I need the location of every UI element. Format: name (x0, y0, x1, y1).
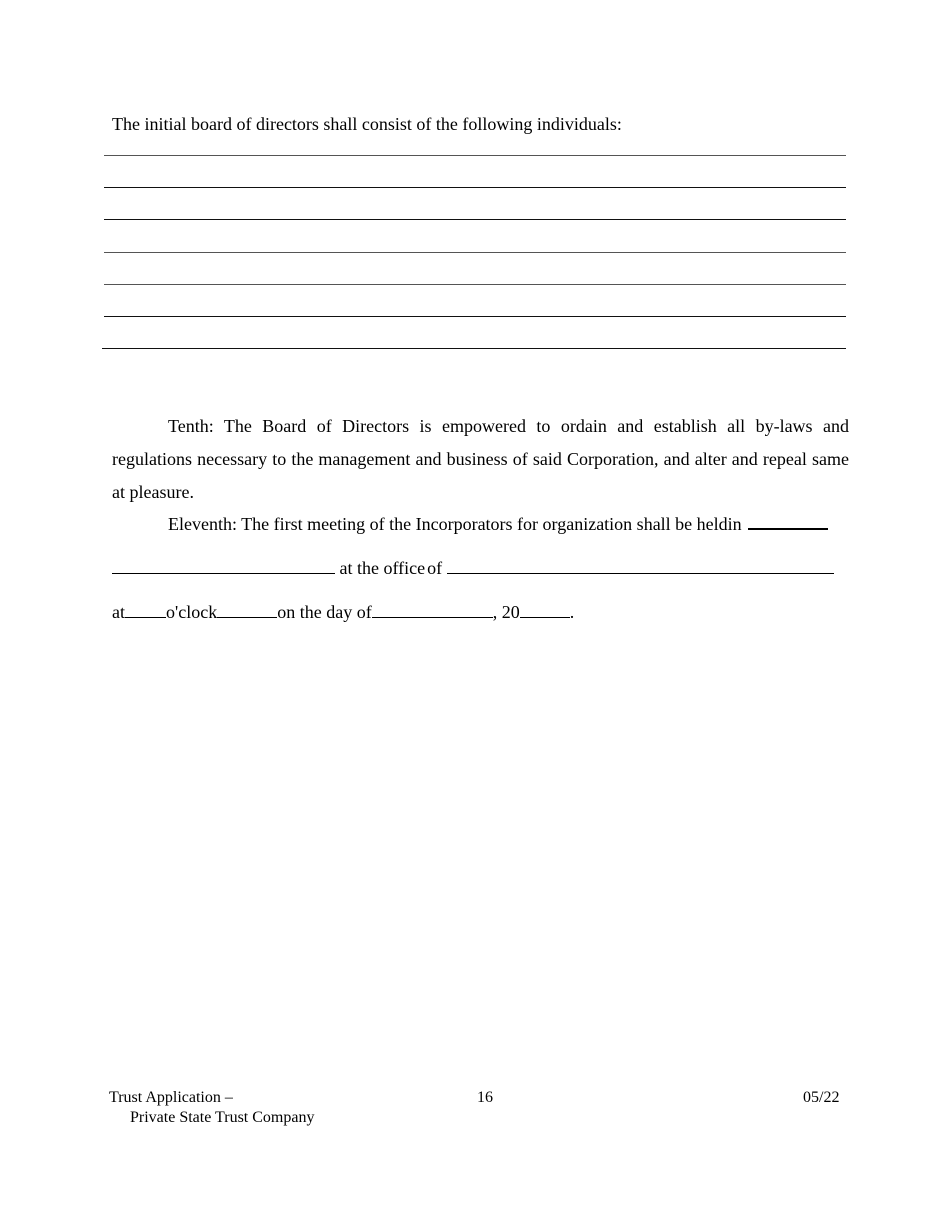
footer-title-line-2: Private State Trust Company (130, 1109, 315, 1126)
director-name-line-7[interactable] (102, 348, 846, 349)
eleventh-in-word: in (727, 514, 742, 534)
footer-title-line-1: Trust Application – (109, 1089, 233, 1106)
director-name-line-1[interactable] (104, 155, 846, 156)
day-of-label: day of (326, 602, 372, 622)
hour-blank[interactable] (125, 603, 166, 618)
footer-document-title (109, 1088, 314, 1128)
director-name-line-5[interactable] (104, 284, 846, 285)
oclock-label: o'clock (166, 602, 218, 622)
eleventh-article-text: Eleventh: The first meeting of the Incorporators for organization shall be held (168, 514, 728, 534)
board-intro-text: The initial board of directors shall consist of the following individuals: (112, 114, 622, 134)
director-name-line-4[interactable] (104, 252, 846, 253)
director-name-line-2[interactable] (104, 187, 846, 188)
director-name-line-3[interactable] (104, 219, 846, 220)
page-number: 16 (477, 1089, 493, 1106)
year-prefix: , 20 (492, 602, 520, 622)
footer-date: 05/22 (803, 1089, 840, 1106)
meeting-location-line (112, 557, 834, 579)
meeting-time-line (112, 601, 574, 623)
on-the-label: on the (277, 602, 322, 622)
year-blank[interactable] (520, 603, 570, 618)
am-pm-blank[interactable] (217, 603, 277, 618)
office-name-blank[interactable] (447, 559, 834, 574)
at-label: at (112, 602, 125, 622)
period: . (569, 602, 575, 622)
director-name-line-6[interactable] (104, 316, 846, 317)
tenth-article-paragraph: Tenth: The Board of Directors is empowered to ordain and establish all by-laws and regulations necessary to the management and business of said Corporation, and alter and repeal same at pleasure. (112, 416, 849, 502)
office-of-word: of (427, 558, 443, 578)
meeting-location-blank-1[interactable] (748, 514, 828, 530)
month-blank[interactable] (372, 603, 493, 618)
meeting-location-blank-2[interactable] (112, 559, 335, 574)
office-label: at the office (339, 558, 426, 578)
eleventh-article-line (168, 513, 828, 535)
